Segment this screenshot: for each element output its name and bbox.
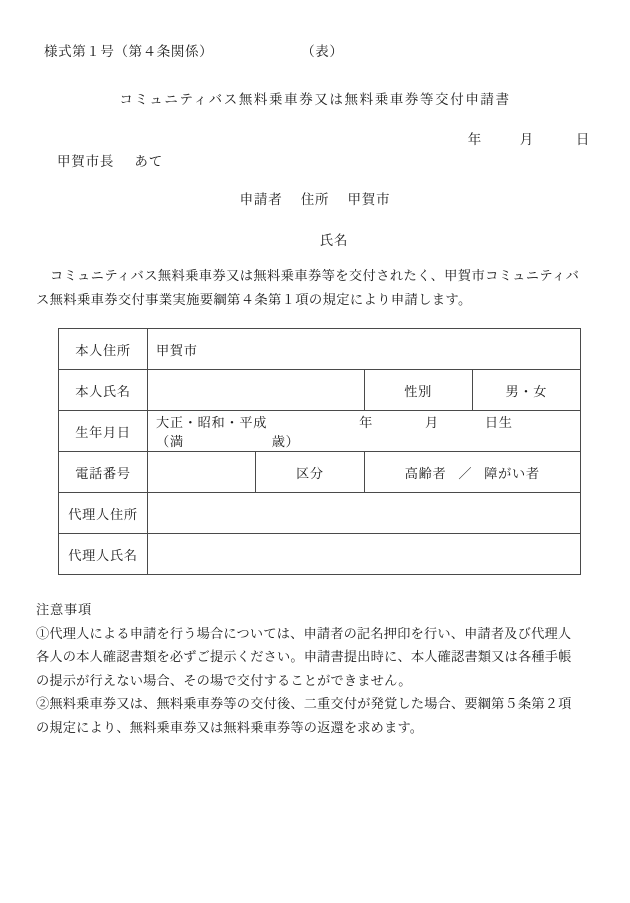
- table-row-address: [59, 329, 581, 370]
- applicant-name-line: [0, 229, 630, 249]
- birth-age-open: （満: [156, 434, 184, 449]
- category-separator: ／: [458, 465, 473, 481]
- date-month-label: 月: [519, 132, 534, 147]
- addressee-honorific: あて: [134, 154, 163, 169]
- body-line-2: ス無料乗車券交付事業実施要綱第４条第１項の規定により申請します。: [36, 292, 472, 307]
- field-birthdate[interactable]: [148, 411, 581, 452]
- field-sex-choice[interactable]: 男・女: [472, 370, 580, 411]
- birth-day-label: 日生: [484, 415, 513, 430]
- notes-line-5: の規定により、無料乗車券又は無料乗車券等の返還を求めます。: [36, 719, 424, 735]
- addressee-title: 甲賀市長: [57, 154, 115, 169]
- form-number: 様式第１号（第４条関係）: [44, 44, 214, 59]
- applicant-address-value: 甲賀市: [347, 192, 391, 207]
- birth-year-label: 年: [359, 415, 373, 430]
- document-title: コミュニティバス無料乗車券又は無料乗車券等交付申請書: [119, 92, 511, 107]
- body-line-1: コミュニティバス無料乗車券又は無料乗車券等を交付されたく、甲賀市コミュニティバ: [50, 268, 580, 283]
- label-self-name: 本人氏名: [59, 370, 148, 411]
- notes-line-3: の提示が行えない場合、その場で交付することができません。: [36, 672, 412, 688]
- field-self-name[interactable]: [148, 370, 365, 411]
- birth-era-choice: 大正・昭和・平成: [156, 415, 268, 430]
- label-self-address: 本人住所: [59, 329, 148, 370]
- date-day-label: 日: [575, 132, 590, 147]
- addressee: [57, 150, 163, 170]
- form-number-row: [44, 42, 584, 62]
- notes-line-2: 各人の本人確認書類を必ずご提示ください。申請書提出時に、本人確認書類又は各種手帳: [36, 649, 572, 664]
- label-agent-name: 代理人氏名: [59, 534, 148, 575]
- applicant-address-line: [0, 188, 630, 208]
- label-sex: 性別: [364, 370, 472, 411]
- label-agent-address: 代理人住所: [59, 493, 148, 534]
- table-row-agent-name: [59, 534, 581, 575]
- table-row-name: [59, 370, 581, 411]
- category-option-elderly: 高齢者: [404, 465, 447, 481]
- birth-age-close: 歳）: [271, 434, 300, 449]
- birth-month-label: 月: [425, 415, 439, 430]
- table-row-phone: [59, 452, 581, 493]
- field-agent-address[interactable]: [148, 493, 581, 534]
- notes-section: [36, 598, 602, 739]
- notes-heading: 注意事項: [36, 602, 92, 617]
- table-row-agent-address: [59, 493, 581, 534]
- category-option-disabled: 障がい者: [484, 465, 540, 481]
- notes-line-4: ②無料乗車券又は、無料乗車券等の交付後、二重交付が発覚した場合、要綱第５条第２項: [36, 696, 572, 711]
- field-agent-name[interactable]: [148, 534, 581, 575]
- date-year-label: 年: [467, 132, 482, 147]
- table-row-birthdate: [59, 411, 581, 452]
- label-birthdate: 生年月日: [59, 411, 148, 452]
- date-line: [0, 128, 594, 148]
- body-paragraph: [36, 264, 598, 312]
- side-mark: （表）: [301, 44, 344, 59]
- label-category: 区分: [256, 452, 364, 493]
- applicant-name-label: 氏名: [319, 233, 349, 248]
- field-category-choice[interactable]: [364, 452, 581, 493]
- label-phone: 電話番号: [59, 452, 148, 493]
- applicant-address-label: 住所: [300, 192, 330, 207]
- notes-line-1: ①代理人による申請を行う場合については、申請者の記名押印を行い、申請者及び代理人: [36, 625, 572, 641]
- applicant-label: 申請者: [239, 192, 283, 207]
- applicant-form-table: [58, 328, 581, 575]
- field-phone[interactable]: [148, 452, 256, 493]
- field-self-address[interactable]: 甲賀市: [148, 329, 581, 370]
